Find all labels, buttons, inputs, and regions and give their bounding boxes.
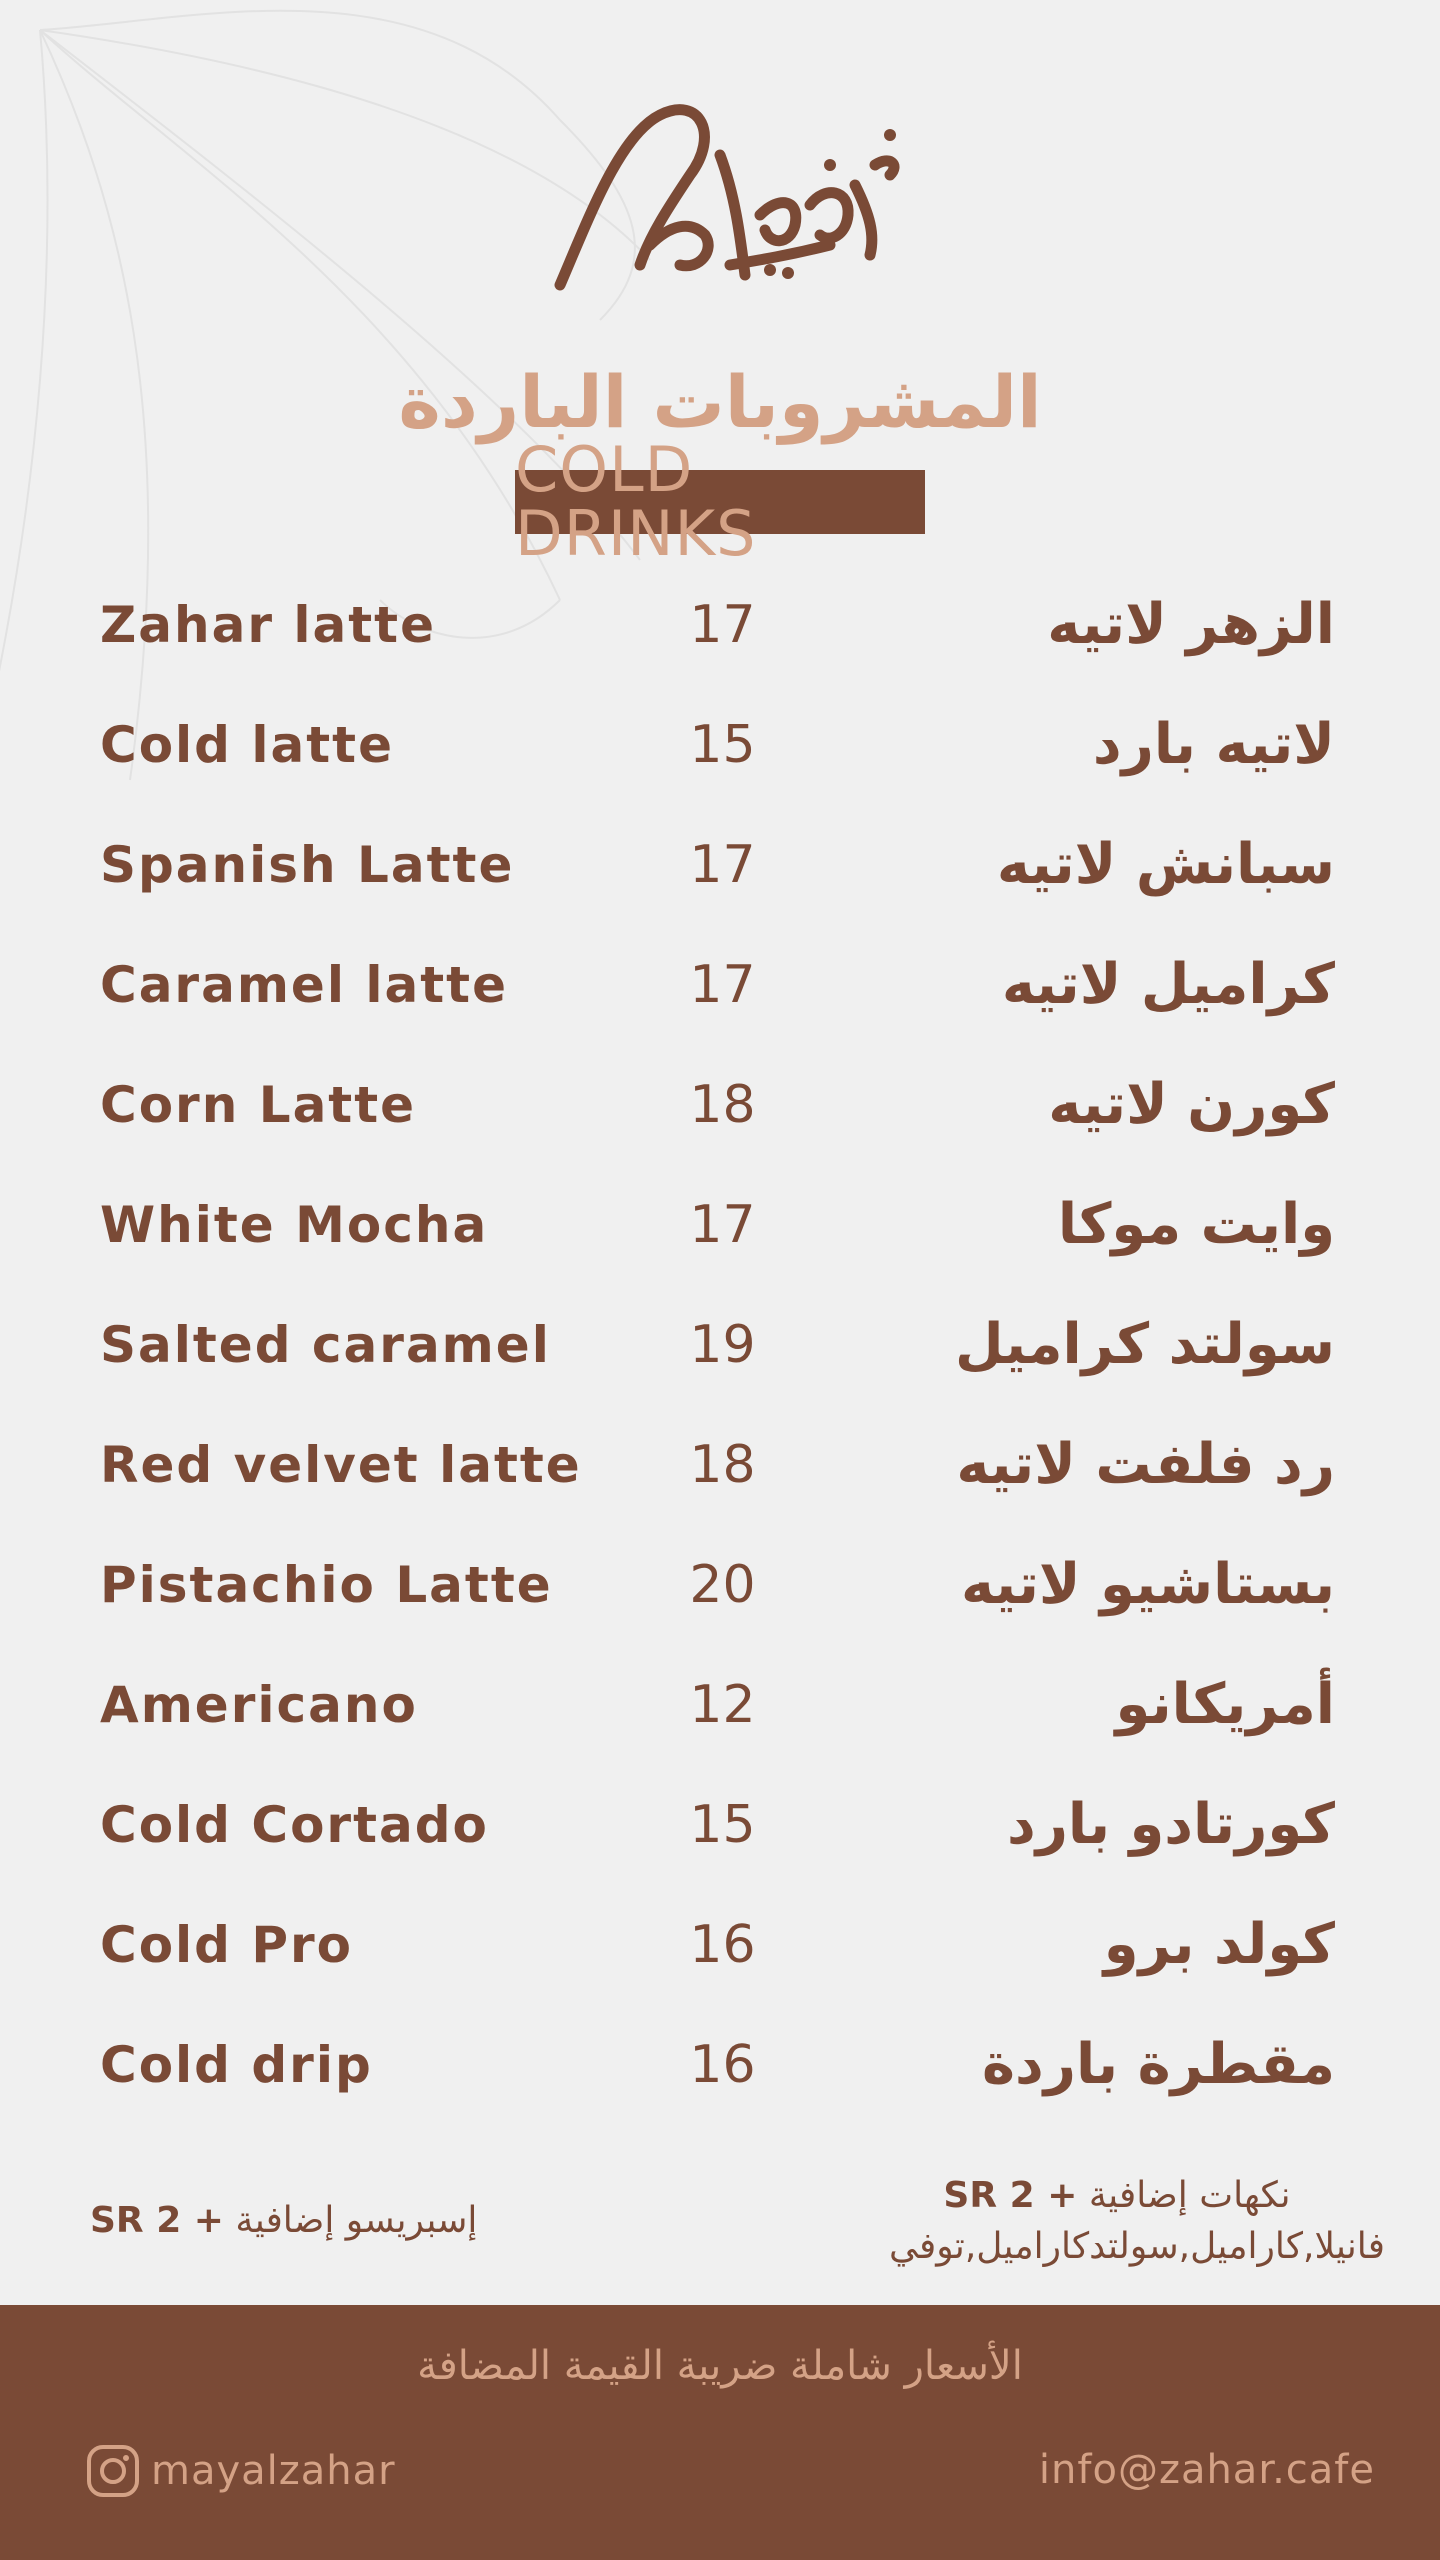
item-price: 16: [689, 2035, 756, 2095]
item-name-ar: الزهر لاتيه: [1047, 592, 1335, 657]
extra-espresso-label: إسبريسو إضافية: [235, 2200, 478, 2241]
item-name-ar: لاتيه بارد: [1092, 712, 1335, 777]
item-price: 17: [689, 835, 756, 895]
item-price: 18: [689, 1435, 756, 1495]
menu-row: [0, 945, 1440, 1065]
item-name-en: Zahar latte: [100, 596, 436, 654]
extra-espresso-note: [90, 2200, 477, 2241]
item-name-ar: سبانش لاتيه: [996, 832, 1335, 897]
item-name-en: Americano: [100, 1676, 418, 1734]
cafe-logo: [530, 95, 910, 315]
menu-row: [0, 1785, 1440, 1905]
item-name-en: Pistachio Latte: [100, 1556, 553, 1614]
item-name-ar: رد فلفت لاتيه: [956, 1432, 1335, 1497]
menu-row: [0, 1905, 1440, 2025]
item-name-en: Salted caramel: [100, 1316, 551, 1374]
item-name-en: Caramel latte: [100, 956, 508, 1014]
item-name-ar: كورتادو بارد: [1006, 1792, 1335, 1857]
menu-row: [0, 1185, 1440, 1305]
item-price: 15: [689, 715, 756, 775]
item-name-ar: سولتد كراميل: [954, 1312, 1335, 1377]
menu-row: [0, 1545, 1440, 1665]
extra-flavors-list: فانيلا,كاراميل,سولتدكاراميل,توفي: [888, 2226, 1385, 2267]
item-name-ar: كراميل لاتيه: [1001, 952, 1335, 1017]
item-name-en: Cold drip: [100, 2036, 373, 2094]
item-price: 17: [689, 955, 756, 1015]
drinks-menu: [0, 585, 1440, 2145]
item-name-en: White Mocha: [100, 1196, 489, 1254]
item-name-ar: مقطرة باردة: [981, 2032, 1335, 2097]
extra-espresso-price: + 2 SR: [90, 2200, 224, 2241]
instagram-handle: mayalzahar: [151, 2448, 396, 2494]
item-name-ar: أمريكانو: [1115, 1672, 1335, 1737]
item-name-ar: وايت موكا: [1057, 1192, 1335, 1257]
item-name-ar: كولد برو: [1103, 1912, 1335, 1977]
instagram-icon: [85, 2443, 141, 2499]
menu-row: [0, 825, 1440, 945]
menu-row: [0, 585, 1440, 705]
item-price: 20: [689, 1555, 756, 1615]
title-arabic: المشروبات الباردة: [398, 360, 1042, 444]
item-name-en: Corn Latte: [100, 1076, 417, 1134]
item-price: 15: [689, 1795, 756, 1855]
footer: [0, 2305, 1440, 2560]
email-link[interactable]: info@zahar.cafe: [1038, 2447, 1375, 2493]
item-name-en: Cold Cortado: [100, 1796, 489, 1854]
title-english-banner: [515, 433, 925, 570]
item-price: 18: [689, 1075, 756, 1135]
item-name-ar: بستاشيو لاتيه: [961, 1552, 1335, 1617]
item-price: 17: [689, 595, 756, 655]
item-name-en: Cold Pro: [100, 1916, 354, 1974]
menu-row: [0, 1065, 1440, 1185]
instagram-link[interactable]: [85, 2443, 396, 2499]
menu-row: [0, 705, 1440, 825]
item-name-en: Red velvet latte: [100, 1436, 582, 1494]
item-name-en: Spanish Latte: [100, 836, 515, 894]
menu-row: [0, 1425, 1440, 1545]
menu-row: [0, 1305, 1440, 1425]
item-price: 17: [689, 1195, 756, 1255]
extra-flavors-note: [888, 2175, 1385, 2267]
item-price: 12: [689, 1675, 756, 1735]
title-english: COLD DRINKS: [515, 433, 757, 570]
extra-flavors-label: نكهات إضافية: [1088, 2175, 1291, 2216]
item-name-en: Cold latte: [100, 716, 394, 774]
vat-note: الأسعار شاملة ضريبة القيمة المضافة: [417, 2343, 1023, 2389]
item-price: 19: [689, 1315, 756, 1375]
menu-row: [0, 2025, 1440, 2145]
item-price: 16: [689, 1915, 756, 1975]
item-name-ar: كورن لاتيه: [1048, 1072, 1335, 1137]
extra-flavors-price: + 2 SR: [943, 2175, 1078, 2216]
menu-row: [0, 1665, 1440, 1785]
